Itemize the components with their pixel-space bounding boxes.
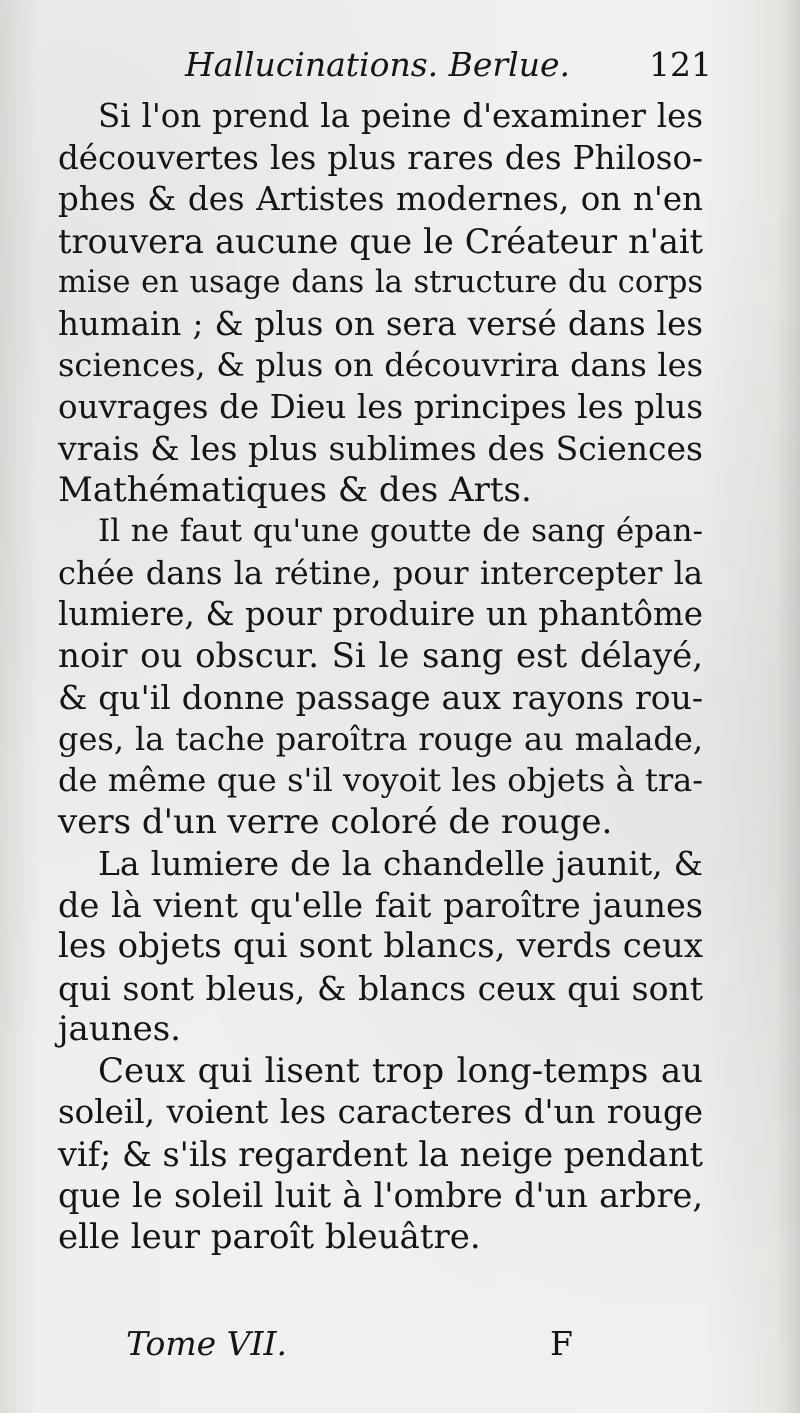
text-line: vrais & les plus sublimes des Sciences — [58, 429, 703, 468]
text-line: jaunes. — [58, 1009, 181, 1049]
signature-mark: F — [550, 1324, 573, 1363]
text-line: ges, la tache paroîtra rouge au malade, — [58, 719, 703, 758]
text-line: noir ou obscur. Si le sang est délayé, — [58, 635, 703, 676]
running-title: Hallucinations. Berlue. — [185, 45, 571, 84]
paragraph-4 — [58, 1051, 703, 1259]
text-line: qui sont bleus, & blancs ceux qui sont — [58, 968, 703, 1008]
text-line: ouvrages de Dieu les principes les plus — [58, 387, 703, 426]
text-line: humain ; & plus on sera versé dans les — [58, 304, 703, 343]
text-line: que le soleil luit à l'ombre d'un arbre, — [58, 1176, 703, 1215]
paragraph-2 — [58, 511, 703, 843]
page-footer — [126, 1322, 576, 1366]
text-line: elle leur paroît bleuâtre. — [58, 1216, 481, 1257]
body-text — [58, 96, 703, 1258]
text-line: de même que s'il voyoit les objets à tra- — [58, 761, 703, 799]
text-line: & qu'il donne passage aux rayons rou- — [58, 678, 703, 717]
text-line: La lumiere de la chandelle jaunit, & — [98, 844, 703, 883]
page-edge-shadow — [776, 0, 800, 1413]
text-line: les objets qui sont blancs, verds ceux — [58, 926, 703, 966]
text-line: vers d'un verre coloré de rouge. — [58, 801, 613, 842]
text-line: Si l'on prend la peine d'examiner les — [98, 97, 703, 135]
page-number: 121 — [649, 45, 712, 84]
paragraph-3 — [58, 843, 703, 1051]
volume-label: Tome VII. — [126, 1324, 288, 1363]
text-line: chée dans la rétine, pour intercepter la — [58, 553, 703, 592]
text-line: vif; & s'ils regardent la neige pendant — [58, 1134, 704, 1174]
text-line: trouvera aucune que le Créateur n'ait — [58, 221, 703, 261]
text-line: de là vient qu'elle fait paroître jaunes — [58, 885, 703, 925]
text-line: découvertes les plus rares des Philoso- — [58, 138, 703, 177]
text-line: Il ne faut qu'une goutte de sang épan- — [98, 513, 703, 549]
paragraph-1 — [58, 96, 703, 511]
text-line: sciences, & plus on découvrira dans les — [58, 346, 703, 384]
text-line: Mathématiques & des Arts. — [58, 469, 532, 510]
text-line: mise en usage dans la structure du corps — [58, 265, 703, 300]
text-line: soleil, voient les caracteres d'un rouge — [58, 1093, 703, 1131]
text-line: phes & des Artistes modernes, on n'en — [58, 180, 703, 218]
text-line: lumiere, & pour produire un phantôme — [58, 595, 703, 633]
running-head — [60, 40, 712, 90]
text-line: Ceux qui lisent trop long-temps au — [98, 1050, 703, 1091]
